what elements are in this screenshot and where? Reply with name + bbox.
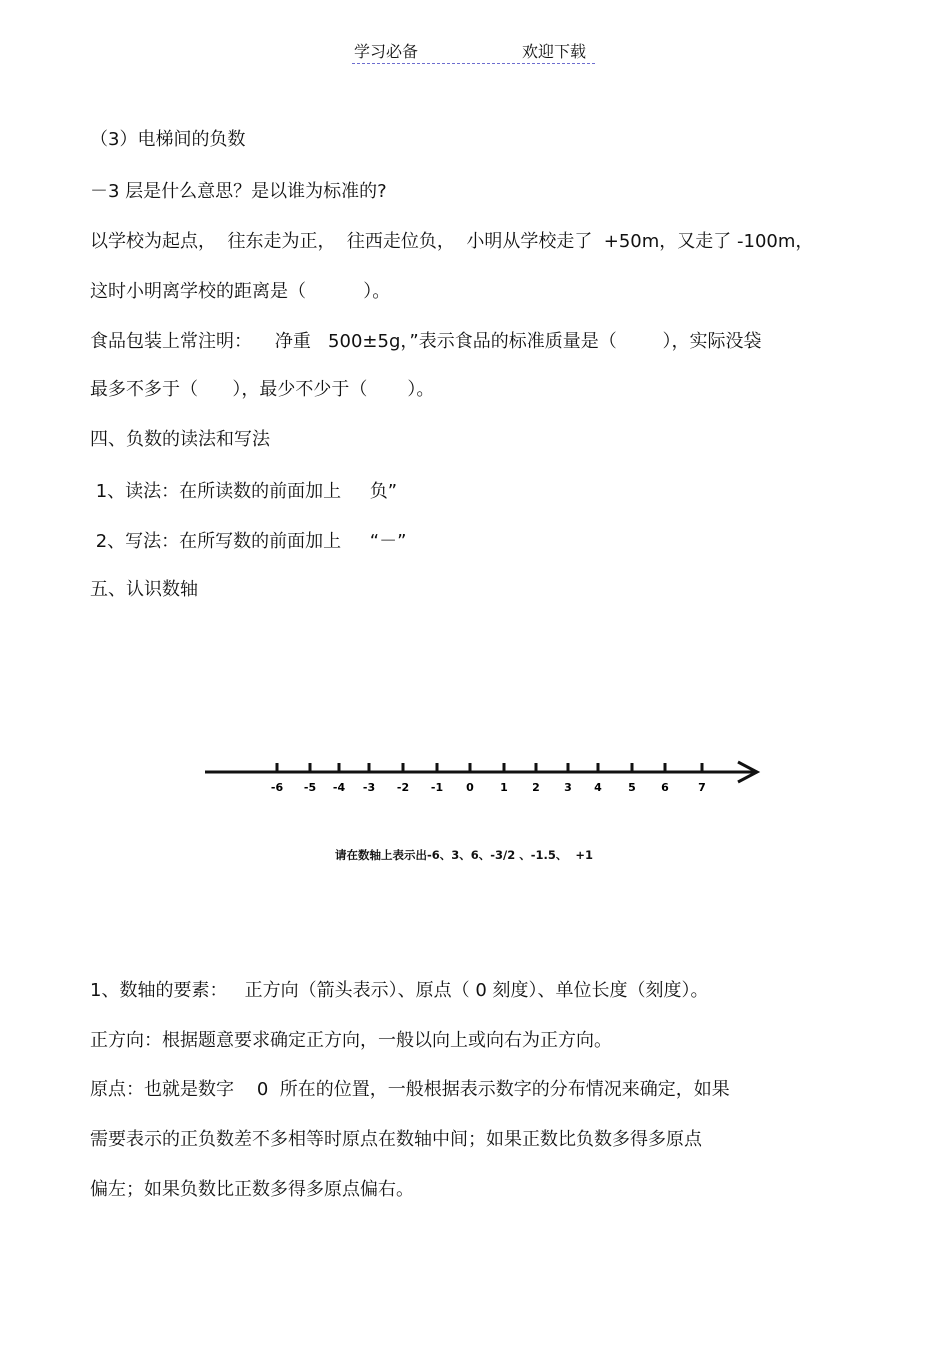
text-line: （3）电梯间的负数 [90, 129, 246, 150]
header-left-text: 学习必备 [354, 42, 419, 61]
axis-tick-label: 2 [532, 781, 540, 794]
header-right-text: 欢迎下载 [522, 42, 587, 61]
section-heading: 四、负数的读法和写法 [90, 429, 270, 450]
axis-tick-label: 4 [594, 781, 602, 794]
axis-tick-label: 7 [698, 781, 706, 794]
axis-tick-label: -4 [332, 781, 346, 794]
axis-tick-label: 6 [661, 781, 669, 794]
text-line: 以学校为起点， 往东走为正， 往西走位负， 小明从学校走了 +50m，又走了 -100m， [90, 231, 814, 252]
text-line: 需要表示的正负数差不多相等时原点在数轴中间；如果正数比负数多得多原点 [90, 1129, 702, 1150]
text-line: 1、数轴的要素： 正方向（箭头表示）、原点（ 0 刻度）、单位长度（刻度）。 [90, 980, 709, 1001]
axis-tick-label: -2 [396, 781, 410, 794]
text-line: 偏左；如果负数比正数多得多原点偏右。 [90, 1179, 414, 1200]
page-header [352, 41, 595, 64]
number-line-caption: 请在数轴上表示出-6、3、6、-3/2 、-1.5、 +1 [335, 848, 594, 862]
axis-tick-label: -1 [430, 781, 444, 794]
number-line [0, 740, 950, 810]
axis-tick-label: -3 [362, 781, 376, 794]
text-line: 最多不多于（ ），最少不少于（ ）。 [90, 379, 435, 400]
axis-tick-label: -6 [270, 781, 284, 794]
text-line: －3 层是什么意思？是以谁为标准的? [90, 181, 387, 202]
text-line: 食品包装上常注明： 净重 500±5g，”表示食品的标准质量是（ ），实际没袋 [90, 331, 762, 352]
text-line: 原点：也就是数字 0 所在的位置，一般根据表示数字的分布情况来确定，如果 [90, 1079, 730, 1100]
text-line: 1、读法：在所读数的前面加上 负” [90, 481, 398, 502]
text-line: 2、写法：在所写数的前面加上 “－” [90, 531, 407, 552]
axis-tick-label: 0 [466, 781, 474, 794]
text-line: 正方向：根据题意要求确定正方向，一般以向上或向右为正方向。 [90, 1030, 612, 1051]
section-heading: 五、认识数轴 [90, 579, 198, 600]
axis-tick-label: 1 [500, 781, 508, 794]
axis-tick-label: -5 [303, 781, 317, 794]
axis-tick-label: 5 [628, 781, 636, 794]
text-line: 这时小明离学校的距离是（ ）。 [90, 281, 391, 302]
axis-tick-label: 3 [564, 781, 572, 794]
